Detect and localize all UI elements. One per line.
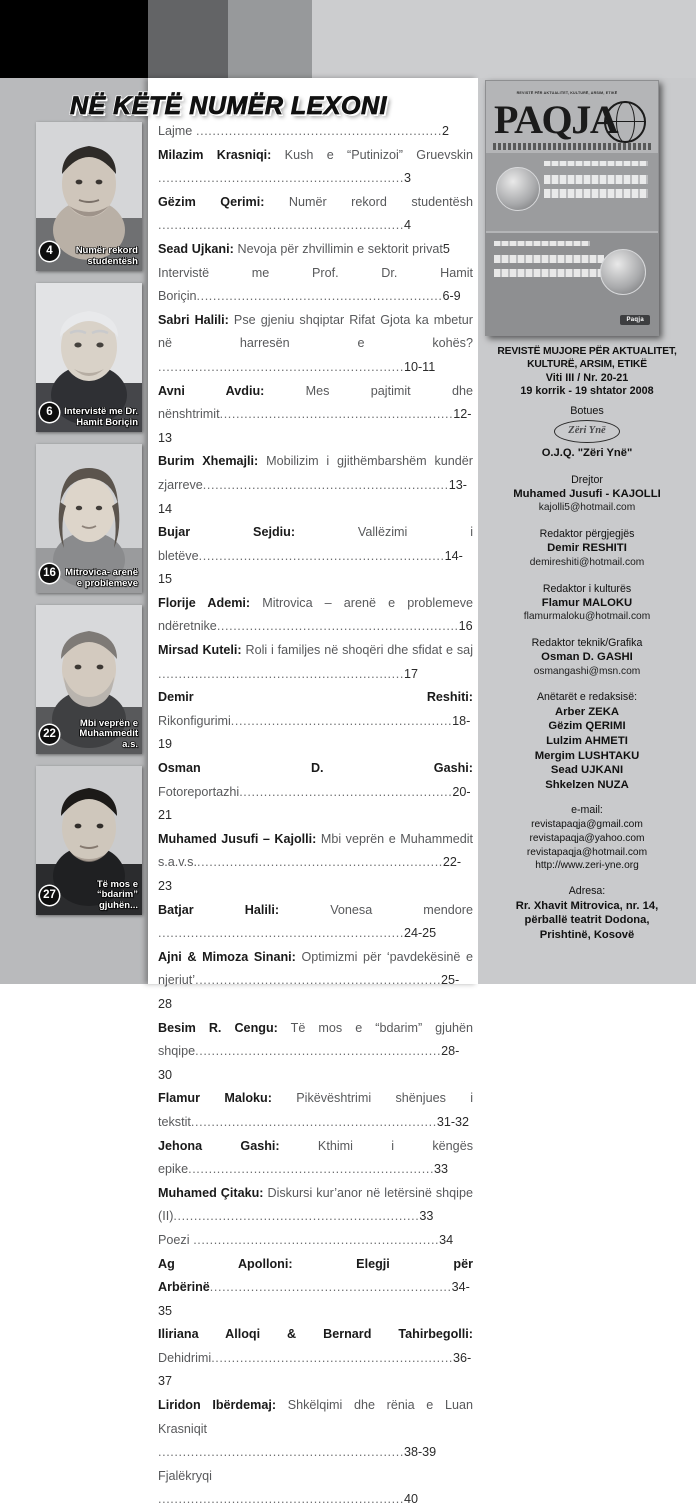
member-name: Arber ZEKA — [554, 705, 620, 718]
cover-portrait-circle — [600, 249, 646, 295]
toc-entry-title: Mitrovica – arenë e problemeve ndëretnike — [158, 595, 473, 634]
toc-entry[interactable] — [158, 1182, 473, 1229]
toc-entry[interactable] — [158, 1394, 473, 1465]
toc-entry-page: 34 — [439, 1232, 454, 1247]
toc-entry[interactable] — [158, 686, 473, 757]
cover-kicker: REVISTË PËR AKTUALITET, KULTURË, ARSIM, ETIKË — [516, 91, 618, 95]
toc-leader-dots: ............................................................ — [196, 289, 443, 304]
toc-entry-title: Vallëzimi i bletëve — [158, 525, 473, 563]
members-container — [478, 705, 696, 793]
toc-entry-title: Pikëvështrimi shënjues i tekstit — [158, 1091, 474, 1129]
toc-leader-dots: ............................................................ — [193, 1232, 440, 1247]
photo-card — [36, 283, 142, 432]
toc-entry-page: 12-13 — [158, 407, 472, 445]
staff-container — [478, 473, 696, 679]
contact-email[interactable]: revistapaqja@hotmail.com — [526, 846, 648, 858]
address-line: Rr. Xhavit Mitrovica, nr. 14, — [515, 899, 659, 912]
toc-entry-page: 38-39 — [403, 1445, 437, 1460]
toc-entry[interactable] — [158, 238, 473, 262]
toc-entry-title: Kthimi i këngës epike — [158, 1138, 473, 1177]
toc-leader-dots: ........................................................... — [209, 1280, 452, 1295]
toc-entry-title: Fjalëkryqi — [158, 1468, 212, 1483]
toc-entry-author: Burim Xhemajli: — [158, 454, 259, 469]
page-title: NË KËTË NUMËR LEXONI — [70, 92, 387, 120]
toc-entry-author: Sabri Halili: — [158, 312, 229, 327]
toc-entry-title: Optimizmi për ‘pavdekësinë e njeriut’ — [158, 949, 473, 988]
staff-role: Redaktor i kulturës — [542, 582, 632, 595]
toc-entry-author: Milazim Krasniqi: — [158, 147, 272, 162]
toc-leader-dots: ............................................................ — [173, 1209, 420, 1224]
toc-entry-title: Pse gjeniu shqiptar Rifat Gjota ka mbetur në harresën e kohës? — [158, 312, 473, 351]
toc-entry-title: Mes pajtimit dhe nënshtrimit — [158, 383, 473, 422]
toc-entry-page: 13-14 — [158, 477, 467, 516]
banner-band-dark-grey — [148, 0, 228, 78]
address-label: Adresa: — [568, 884, 606, 897]
toc-entry-page: 6-9 — [442, 289, 461, 304]
toc-entry[interactable] — [158, 1087, 473, 1134]
toc-entry-page: 33 — [434, 1162, 449, 1177]
photo-caption: Numër rekord studentësh — [75, 245, 138, 267]
toc-entry-title: Shkëlqimi dhe rënia e Luan Krasniqit — [158, 1398, 473, 1436]
toc-entry-author: Mirsad Kuteli: — [158, 643, 242, 658]
toc-entry[interactable] — [158, 262, 473, 309]
toc-entry-author: Ag Apolloni: — [158, 1256, 293, 1271]
toc-entry-page: 16 — [458, 619, 473, 634]
member-name: Mergim LUSHTAKU — [534, 749, 640, 762]
toc-entry-title: Elegji për Arbërinë — [158, 1256, 474, 1295]
staff-email[interactable]: demireshiti@hotmail.com — [529, 556, 645, 568]
banner-band-light-grey — [312, 0, 696, 78]
toc-entry-page: 31-32 — [436, 1114, 470, 1129]
toc-entry-author: Bujar Sejdiu: — [158, 525, 296, 540]
cover-portrait-circle — [496, 167, 540, 211]
toc-leader-dots: ........................................................... — [211, 1350, 454, 1365]
toc-leader-dots: ............................................................ — [198, 548, 445, 563]
toc-entry-page: 4 — [403, 218, 411, 233]
toc-entry-title: Intervistë me Prof. Dr. Hamit Boriçin — [158, 265, 473, 304]
toc-entry-page: 40 — [403, 1492, 418, 1507]
toc-entry-author: Muhamed Jusufi – Kajolli: — [158, 831, 317, 846]
toc-entry[interactable] — [158, 1323, 473, 1394]
toc-entry-page: 24-25 — [403, 926, 437, 941]
toc-entry-page: 33 — [419, 1209, 434, 1224]
toc-entry-title: Nevoja për zhvillimin e sektorit privat — [233, 241, 443, 256]
banner-band-black — [0, 0, 148, 78]
cover-text-line — [544, 189, 648, 198]
cover-text-line — [544, 175, 648, 184]
photo-card — [36, 766, 142, 915]
toc-leader-dots: ............................................................ — [158, 218, 404, 233]
toc-leader-dots: ............................................................ — [158, 1445, 404, 1460]
address-line: përballë teatrit Dodona, — [524, 914, 650, 927]
toc-entry[interactable] — [158, 1135, 473, 1182]
staff-entry — [478, 582, 696, 625]
cover-text-line — [544, 161, 648, 166]
magazine-cover-thumbnail — [485, 80, 659, 336]
toc-entry-title: Rikonfigurimi — [158, 713, 231, 728]
photo-page-badge: 22 — [40, 725, 59, 744]
toc-leader-dots: ............................................................ — [202, 477, 449, 492]
toc-entry[interactable] — [158, 1017, 473, 1088]
toc-leader-dots: ............................................................ — [196, 855, 443, 870]
toc-leader-dots: ............................................................ — [158, 666, 404, 681]
table-of-contents-list — [158, 120, 473, 1512]
toc-entry[interactable] — [158, 191, 473, 238]
globe-icon — [604, 101, 646, 143]
toc-leader-dots: ...................................................... — [230, 713, 453, 728]
toc-entry-author: Demir Reshiti: — [158, 690, 473, 705]
toc-entry-title: Numër rekord studentësh — [264, 194, 473, 209]
toc-entry-page: 14-15 — [158, 548, 463, 587]
cover-artwork — [486, 81, 658, 335]
photo-card — [36, 122, 142, 271]
cover-text-line — [494, 269, 604, 277]
publisher-label: Botues — [570, 404, 604, 417]
cover-text-line — [494, 241, 590, 246]
address-container — [478, 899, 696, 942]
toc-entry-page: 17 — [403, 666, 418, 681]
toc-entry-page: 36-37 — [158, 1350, 472, 1389]
zeri-yne-logo — [554, 420, 620, 443]
cover-headline-rule — [493, 143, 651, 150]
contact-email[interactable]: revistapaqja@yahoo.com — [529, 832, 645, 844]
toc-leader-dots: ............................................................ — [188, 1162, 435, 1177]
photo-card — [36, 605, 142, 754]
page-body — [0, 78, 696, 1507]
staff-role: Redaktor përgjegjës — [539, 528, 635, 541]
masthead-issue: Viti III / Nr. 20-21 — [545, 371, 629, 384]
toc-entry[interactable] — [158, 946, 473, 1017]
toc-entry-title: Vonesa mendore — [279, 902, 474, 917]
toc-entry-page: 25-28 — [158, 973, 460, 1011]
members-label: Anëtarët e redaksisë: — [536, 690, 638, 703]
masthead-block — [478, 346, 696, 942]
toc-entry-author: Liridon Ibërdemaj: — [158, 1398, 277, 1413]
toc-entry-title: Mbi veprën e Muhammedit s.a.v.s. — [158, 831, 473, 870]
toc-entry-page: 22-23 — [158, 855, 462, 893]
email-label: e-mail: — [571, 804, 603, 817]
toc-leader-dots: .................................................... — [239, 784, 453, 799]
toc-entry-page: 18-19 — [158, 713, 471, 752]
toc-entry-title: Kush e “Putinizoi” Gruevskin — [271, 147, 473, 162]
toc-leader-dots: ............................................................ — [158, 926, 404, 941]
toc-entry-page: 3 — [403, 171, 411, 186]
toc-entry-author: Avni Avdiu: — [158, 383, 265, 398]
toc-leader-dots: ........................................................... — [216, 619, 459, 634]
staff-name: Muhamed Jusufi - KAJOLLI — [513, 487, 661, 500]
toc-leader-dots: ............................................................ — [190, 1114, 437, 1129]
toc-entry-title: Të mos e “bdarim” gjuhën shqipe — [158, 1020, 473, 1059]
staff-email[interactable]: osmangashi@msn.com — [533, 665, 641, 677]
toc-entry-author: Flamur Maloku: — [158, 1091, 272, 1106]
staff-role: Redaktor teknik/Grafika — [531, 637, 643, 650]
toc-entry-author: Osman D. Gashi: — [158, 761, 473, 776]
toc-leader-dots: ............................................................ — [195, 973, 442, 988]
toc-leader-dots: ......................................................... — [219, 407, 454, 422]
toc-entry[interactable] — [158, 899, 473, 946]
toc-entry[interactable] — [158, 120, 473, 144]
member-name: Gëzim QERIMI — [548, 720, 626, 733]
toc-leader-dots: ............................................................ — [158, 1492, 404, 1507]
right-sidebar — [478, 78, 696, 984]
staff-entry — [478, 636, 696, 679]
toc-entry-page: 20-21 — [158, 784, 471, 823]
toc-entry-author: Batjar Halili: — [158, 902, 280, 917]
toc-entry-title: Poezi — [158, 1232, 194, 1247]
photo-page-badge: 6 — [40, 403, 59, 422]
toc-entry[interactable] — [158, 1253, 473, 1324]
staff-email[interactable]: kajolli5@hotmail.com — [538, 502, 636, 514]
toc-entry[interactable] — [158, 639, 473, 686]
toc-entry-title: Mobilizim i gjithëmbarshëm kundër zjarreve — [158, 454, 473, 492]
toc-entry-author: Gëzim Qerimi: — [158, 194, 265, 209]
photo-caption: Mitrovica- arenë e problemeve — [65, 567, 138, 589]
cover-stamp: Paqja — [620, 315, 650, 325]
staff-entry — [478, 473, 696, 516]
member-name: Sead UJKANI — [550, 764, 624, 777]
toc-entry-page: 28-30 — [158, 1044, 460, 1082]
toc-entry-page: 10-11 — [403, 359, 436, 374]
photo-page-badge: 16 — [40, 564, 59, 583]
banner-band-mid-grey — [228, 0, 312, 78]
toc-entry[interactable] — [158, 592, 473, 639]
toc-entry-title: Lajme — [158, 124, 196, 138]
staff-role: Drejtor — [571, 473, 603, 486]
toc-leader-dots: ............................................................ — [196, 124, 442, 138]
toc-entry[interactable] — [158, 521, 473, 592]
toc-entry-page: 2 — [441, 124, 449, 138]
masthead-description-line-2: KULTURË, ARSIM, ETIKË — [527, 358, 647, 370]
photo-card — [36, 444, 142, 593]
toc-leader-dots: ............................................................ — [195, 1044, 442, 1059]
photo-page-badge: 4 — [40, 242, 59, 261]
toc-entry-author: Sead Ujkani: — [158, 241, 234, 256]
toc-entry-page: 34-35 — [158, 1280, 470, 1318]
staff-name: Flamur MALOKU — [541, 596, 633, 609]
toc-entry[interactable] — [158, 144, 473, 191]
cover-text-line — [494, 255, 604, 263]
photo-caption: Të mos e “bdarim” gjuhën... — [96, 878, 138, 911]
toc-entry-author: Florije Ademi: — [158, 595, 251, 610]
toc-entry-author: Ajni & Mimoza Sinani: — [158, 949, 296, 964]
toc-entry-author: Iliriana Alloqi & Bernard Tahirbegolli: — [158, 1327, 473, 1342]
publisher-name: O.J.Q. "Zëri Ynë" — [541, 446, 633, 459]
toc-entry-author: Besim R. Cengu: — [158, 1020, 278, 1035]
photo-caption: Mbi veprën e Muhammedit a.s. — [79, 717, 138, 750]
toc-entry-title: Roli i familjes në shoqëri dhe sfidat e saj — [241, 643, 473, 658]
photo-caption: Intervistë me Dr. Hamit Boriçin — [64, 406, 138, 428]
member-name: Shkelzen NUZA — [545, 778, 629, 791]
toc-leader-dots: ............................................................ — [158, 359, 404, 374]
masthead-description-line-1: REVISTË MUJORE PËR AKTUALITET, — [497, 346, 677, 357]
toc-entry-author: Jehona Gashi: — [158, 1138, 280, 1153]
toc-entry-author: Muhamed Çitaku: — [158, 1185, 264, 1200]
toc-entry[interactable] — [158, 380, 473, 451]
toc-entry[interactable] — [158, 757, 473, 828]
toc-entry[interactable] — [158, 1465, 473, 1512]
toc-leader-dots: ............................................................ — [158, 171, 404, 186]
photo-column — [36, 122, 142, 927]
top-decorative-banner — [0, 0, 696, 78]
contact-email[interactable]: revistapaqja@gmail.com — [531, 819, 643, 831]
member-name: Lulzim AHMETI — [546, 734, 628, 747]
toc-entry[interactable] — [158, 828, 473, 899]
contact-email[interactable]: http://www.zeri-yne.org — [535, 860, 639, 872]
toc-entry[interactable] — [158, 1229, 473, 1253]
emails-container — [478, 818, 696, 872]
toc-entry-title: Diskursi kur’anor në letërsinë shqipe (II) — [158, 1185, 473, 1224]
staff-name: Osman D. GASHI — [541, 651, 633, 664]
address-line: Prishtinë, Kosovë — [539, 928, 635, 941]
cover-logo-text: PAQJA — [494, 97, 618, 142]
staff-entry — [478, 527, 696, 570]
staff-name: Demir RESHITI — [547, 542, 627, 555]
photo-page-badge: 27 — [40, 886, 59, 905]
masthead-dates: 19 korrik - 19 shtator 2008 — [520, 385, 654, 398]
staff-email[interactable]: flamurmaloku@hotmail.com — [523, 611, 651, 623]
toc-entry[interactable] — [158, 450, 473, 521]
toc-entry[interactable] — [158, 309, 473, 380]
toc-entry-title: Fotoreportazhi — [158, 784, 240, 799]
toc-entry-page: 5 — [442, 241, 450, 256]
toc-entry-title: Dehidrimi — [158, 1350, 212, 1365]
zeri-yne-logo-text: Zëri Ynë — [568, 424, 606, 436]
